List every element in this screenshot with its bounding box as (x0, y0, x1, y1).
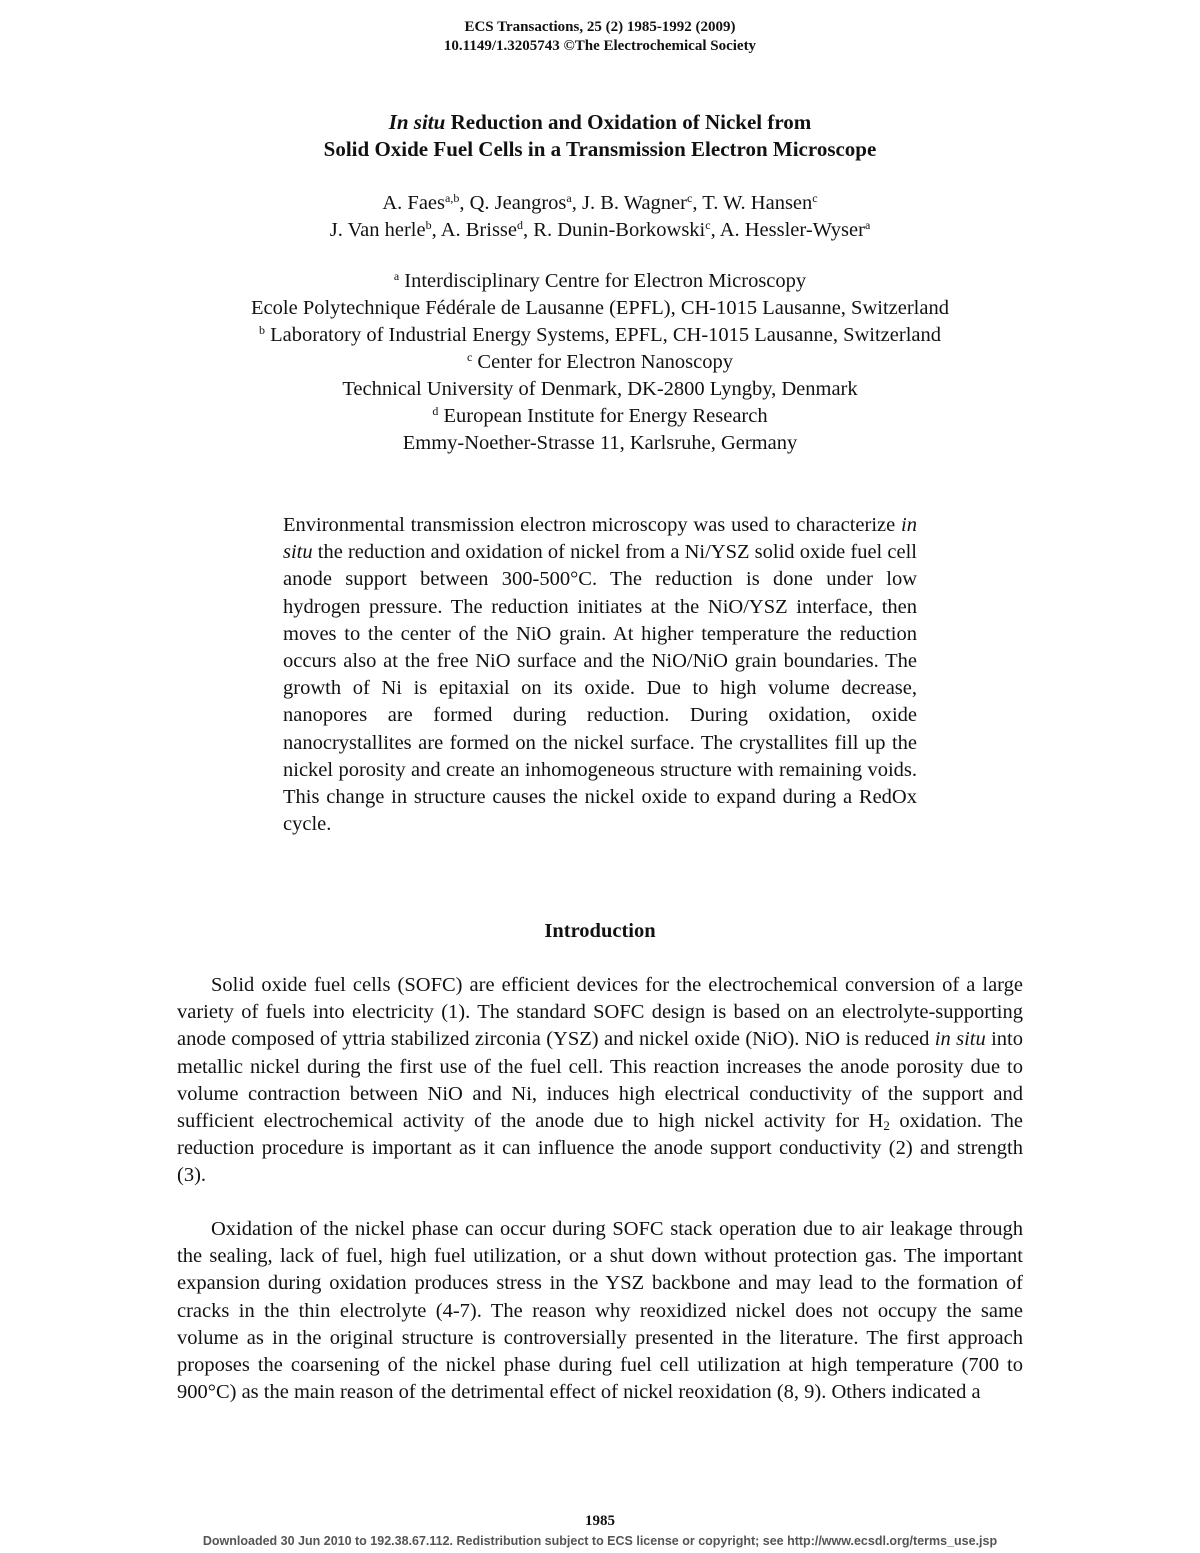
author-separator: , (692, 192, 703, 214)
paragraph-text: into metallic nickel during the first use of the fuel cell. This reaction increases the anode porosity due to volume contraction between NiO and Ni, induces high electrical conductivity of the support and sufficient electrochemical activity of the anode due to high nickel activity for H (177, 1028, 1023, 1133)
affiliations (0, 268, 1200, 457)
author-separator: , (710, 219, 720, 241)
affiliation-text: Technical University of Denmark, DK-2800 Lyngby, Denmark (342, 378, 858, 400)
title-italic: In situ (388, 110, 446, 134)
author-list (0, 190, 1200, 244)
affil-mark: b (259, 323, 265, 337)
author-name: Q. Jeangros (469, 192, 567, 214)
author-affil-mark: c (812, 191, 818, 205)
author-affil-mark: a (864, 218, 871, 232)
doi-line: 10.1149/1.3205743 ©The Electrochemical Society (443, 38, 757, 54)
author-affil-mark: d (517, 218, 524, 232)
paragraph-italic: in situ (934, 1028, 986, 1051)
author-affil-mark: a (566, 191, 572, 205)
author-separator: , (459, 192, 470, 214)
authors-line-1 (0, 190, 1200, 217)
author-name: J. Van herle (329, 219, 426, 241)
affiliation-line (0, 349, 1200, 376)
author-affil-mark: c (705, 218, 711, 232)
section-heading-introduction: Introduction (544, 920, 656, 942)
author-separator: , (523, 219, 534, 241)
author-separator: , (431, 219, 441, 241)
author-affil-mark: a,b (445, 191, 460, 205)
authors-line-2 (0, 217, 1200, 244)
affiliation-text: Laboratory of Industrial Energy Systems, EPFL, CH-1015 Lausanne, Switzerland (265, 324, 941, 346)
affiliation-text: Interdisciplinary Centre for Electron Microscopy (399, 270, 807, 292)
paragraph-text: Solid oxide fuel cells (SOFC) are efficient devices for the electrochemical conversion of a large variety of fuels into electricity (1). The standard SOFC design is based on an electrolyte-supporting anode composed of yttria stabilized zirconia (YSZ) and nickel oxide (NiO). NiO is reduced (177, 974, 1023, 1051)
title-line-1 (0, 109, 1200, 136)
subscript: 2 (883, 1118, 890, 1134)
intro-paragraph-1 (177, 972, 1023, 1190)
affiliation-text: Ecole Polytechnique Fédérale de Lausanne (EPFL), CH-1015 Lausanne, Switzerland (251, 297, 949, 319)
download-footer: Downloaded 30 Jun 2010 to 192.38.67.112. Redistribution subject to ECS license or copyright; see http://www.ecsdl.org/terms_use.jsp (202, 1534, 998, 1548)
affiliation-text: Center for Electron Nanoscopy (472, 351, 734, 373)
author-name: A. Faes (382, 192, 446, 214)
author-separator: , (571, 192, 582, 214)
author-name: J. B. Wagner (581, 192, 687, 214)
page-number: 1985 (585, 1513, 615, 1529)
affil-mark: d (432, 404, 439, 418)
author-name: T. W. Hansen (702, 192, 813, 214)
affil-mark: c (466, 350, 473, 364)
affiliation-text: Emmy-Noether-Strasse 11, Karlsruhe, Germany (402, 432, 798, 454)
author-affil-mark: b (425, 218, 432, 232)
journal-citation: ECS Transactions, 25 (2) 1985-1992 (2009) (464, 19, 736, 35)
affiliation-line (0, 322, 1200, 349)
abstract (283, 512, 917, 838)
author-name: A. Brisse (440, 219, 518, 241)
affiliation-line (0, 430, 1200, 457)
paper-title (0, 109, 1200, 163)
journal-header (0, 18, 1200, 56)
paragraph-text: oxidation. The reduction procedure is important as it can influence the anode support conductivity (2) and strength (3). (177, 1110, 1024, 1187)
author-name: A. Hessler-Wyser (719, 219, 865, 241)
affiliation-line (0, 376, 1200, 403)
affiliation-line (0, 268, 1200, 295)
author-name: R. Dunin-Borkowski (533, 219, 706, 241)
affiliation-text: European Institute for Energy Research (438, 405, 768, 427)
title-line-1-rest: Reduction and Oxidation of Nickel from (445, 110, 812, 134)
affil-mark: a (393, 269, 400, 283)
affiliation-line (0, 403, 1200, 430)
affiliation-line (0, 295, 1200, 322)
abstract-text: the reduction and oxidation of nickel from a Ni/YSZ solid oxide fuel cell anode support between 300-500°C. The reduction is done under low hydrogen pressure. The reduction initiates at the NiO/YSZ interface, then moves to the center of the NiO grain. At higher temperature the reduction occurs also at the free NiO surface and the NiO/NiO grain boundaries. The growth of Ni is epitaxial on its oxide. Due to high volume decrease, nanopores are formed during reduction. During oxidation, oxide nanocrystallites are formed on the nickel surface. The crystallites fill up the nickel porosity and create an inhomogeneous structure with remaining voids. This change in structure causes the nickel oxide to expand during a RedOx cycle. (283, 541, 917, 836)
abstract-text: Environmental transmission electron microscopy was used to characterize (283, 514, 902, 536)
author-affil-mark: c (686, 191, 693, 205)
intro-paragraph-2: Oxidation of the nickel phase can occur during SOFC stack operation due to air leakage through the sealing, lack of fuel, high fuel utilization, or a shut down without protection gas. The important expansion during oxidation produces stress in the YSZ backbone and may lead to the formation of cracks in the thin electrolyte (4-7). The reason why reoxidized nickel does not occupy the same volume as in the original structure is controversially presented in the literature. The first approach proposes the coarsening of the nickel phase during fuel cell utilization at high temperature (700 to 900°C) as the main reason of the detrimental effect of nickel reoxidation (8, 9). Others indicated a (177, 1218, 1023, 1404)
abstract-italic: in situ (283, 514, 917, 564)
title-line-2: Solid Oxide Fuel Cells in a Transmission Electron Microscope (323, 137, 877, 161)
